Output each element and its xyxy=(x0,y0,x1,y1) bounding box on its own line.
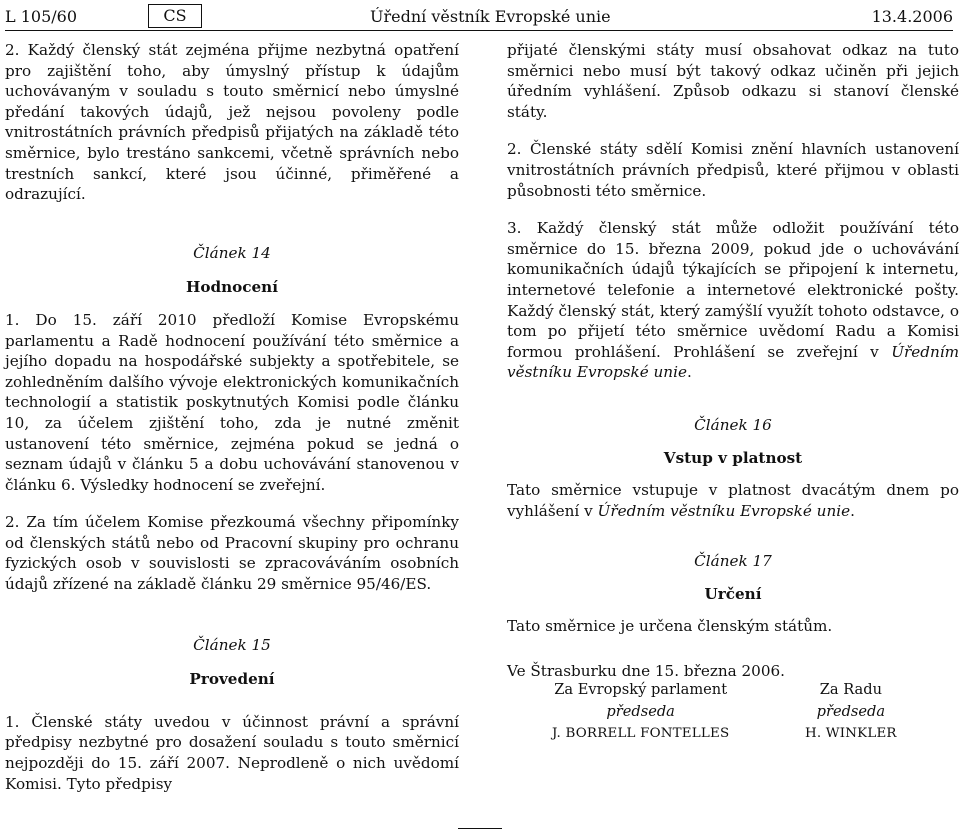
article17-text: Tato směrnice je určena členským státům. xyxy=(507,617,833,636)
article15-title: Provedení xyxy=(189,670,275,689)
article16-text-start: Tato směrnice vstupuje v platnost dvacátým dnem po vyhlášení v xyxy=(507,481,959,520)
footer-rule xyxy=(458,828,502,829)
article16-text xyxy=(507,480,959,521)
signature-council-for: Za Radu xyxy=(819,681,882,698)
article14-paragraph2: 2. Za tím účelem Komise přezkoumá všechny připomínky od členských států nebo od Pracovní skupiny pro ochranu fyzických osob v souvislosti se zpracováváním osobních údajů zřízené na základě článku 29 směrnice 95/46/ES. xyxy=(5,513,459,594)
article14-title: Hodnocení xyxy=(186,278,278,297)
article17-number: Článek 17 xyxy=(694,552,772,571)
left-column xyxy=(5,40,459,794)
article15-heading xyxy=(5,635,459,690)
place-and-date: Ve Štrasburku dne 15. března 2006. xyxy=(507,662,785,681)
signature-parliament xyxy=(552,679,729,745)
article15-paragraph2: 2. Členské státy sdělí Komisi znění hlavních ustanovení vnitrostátních právních předpisů, které přijmou v oblasti působnosti této směrnice. xyxy=(507,140,959,200)
signature-council-name: H. WINKLER xyxy=(805,726,897,741)
right-column xyxy=(507,40,959,682)
paragraph3-end: . xyxy=(686,363,692,382)
article15-number: Článek 15 xyxy=(193,635,271,654)
signature-parliament-name: J. BORRELL FONTELLES xyxy=(552,726,730,741)
language-box: CS xyxy=(148,4,202,28)
article14-heading xyxy=(5,243,459,298)
signature-council-role: předseda xyxy=(816,703,886,720)
article15-paragraph1-continued: přijaté členskými státy musí obsahovat odkaz na tuto směrnici nebo musí být takový odkaz učiněn při jejich úředním vyhlášení. Způsob odkazu si stanoví členské státy. xyxy=(507,41,959,121)
paragraph3-text: 3. Každý členský stát může odložit používání této směrnice do 15. března 2009, pokud jde o uchovávání komunikačních údajů týkajících se připojení k internetu, internetové telefonie a internetové elektronické pošty. Každý členský stát, který zamýšlí využít tohoto odstavce, o tom po přijetí této směrnice uvědomí Radu a Komisi formou prohlášení. Prohlášení se zveřejní v xyxy=(507,219,959,361)
article17-heading xyxy=(507,551,959,604)
header-rule xyxy=(5,30,953,31)
article17-title: Určení xyxy=(704,584,762,603)
signature-parliament-role: předseda xyxy=(606,703,675,720)
article16-title: Vstup v platnost xyxy=(663,448,803,467)
issue-date: 13.4.2006 xyxy=(871,7,953,26)
article15-paragraph1: 1. Členské státy uvedou v účinnost právní a správní předpisy nezbytné pro dosažení souladu s touto směrnicí nejpozději do 15. září 2007. Neprodleně o nich uvědomí Komisi. Tyto předpisy xyxy=(5,712,459,793)
page-number: L 105/60 xyxy=(5,7,77,26)
article15-paragraph3 xyxy=(507,218,959,383)
article13-paragraph2: 2. Každý členský stát zejména přijme nezbytná opatření pro zajištění toho, aby úmyslný přístup k údajům uchovávaným v souladu s touto směrnicí nebo úmyslné předání takových údajů, jež nejsou povoleny podle vnitrostátních právních předpisů přijatých na základě této směrnice, bylo trestáno sankcemi, včetně správních nebo trestních sankcí, které jsou účinné, přiměřené a odrazující. xyxy=(5,41,459,204)
signature-council xyxy=(805,679,897,745)
article16-text-end: . xyxy=(850,501,855,520)
article16-heading xyxy=(507,415,959,468)
article14-number: Článek 14 xyxy=(193,243,271,262)
page-header xyxy=(5,4,953,30)
article14-paragraph1: 1. Do 15. září 2010 předloží Komise Evropskému parlamentu a Radě hodnocení používání této směrnice a jejího dopadu na hospodářské subjekty a spotřebitele, se zohledněním dalšího vývoje elektronických komunikačních technologií a statistik poskytnutých Komisi podle článku 10, za účelem zjištění toho, zda je nutné změnit ustanovení této směrnice, zejména pokud se jedná o seznam údajů v článku 5 a dobu uchovávání stanovenou v článku 6. Výsledky hodnocení se zveřejní. xyxy=(5,310,459,494)
journal-reference: Úředním věstníku Evropské unie xyxy=(507,342,959,382)
article16-number: Článek 16 xyxy=(694,415,772,434)
article16-journal-reference: Úředním věstníku Evropské unie xyxy=(597,501,851,520)
journal-title: Úřední věstník Evropské unie xyxy=(370,7,611,26)
signature-parliament-for: Za Evropský parlament xyxy=(554,681,728,698)
